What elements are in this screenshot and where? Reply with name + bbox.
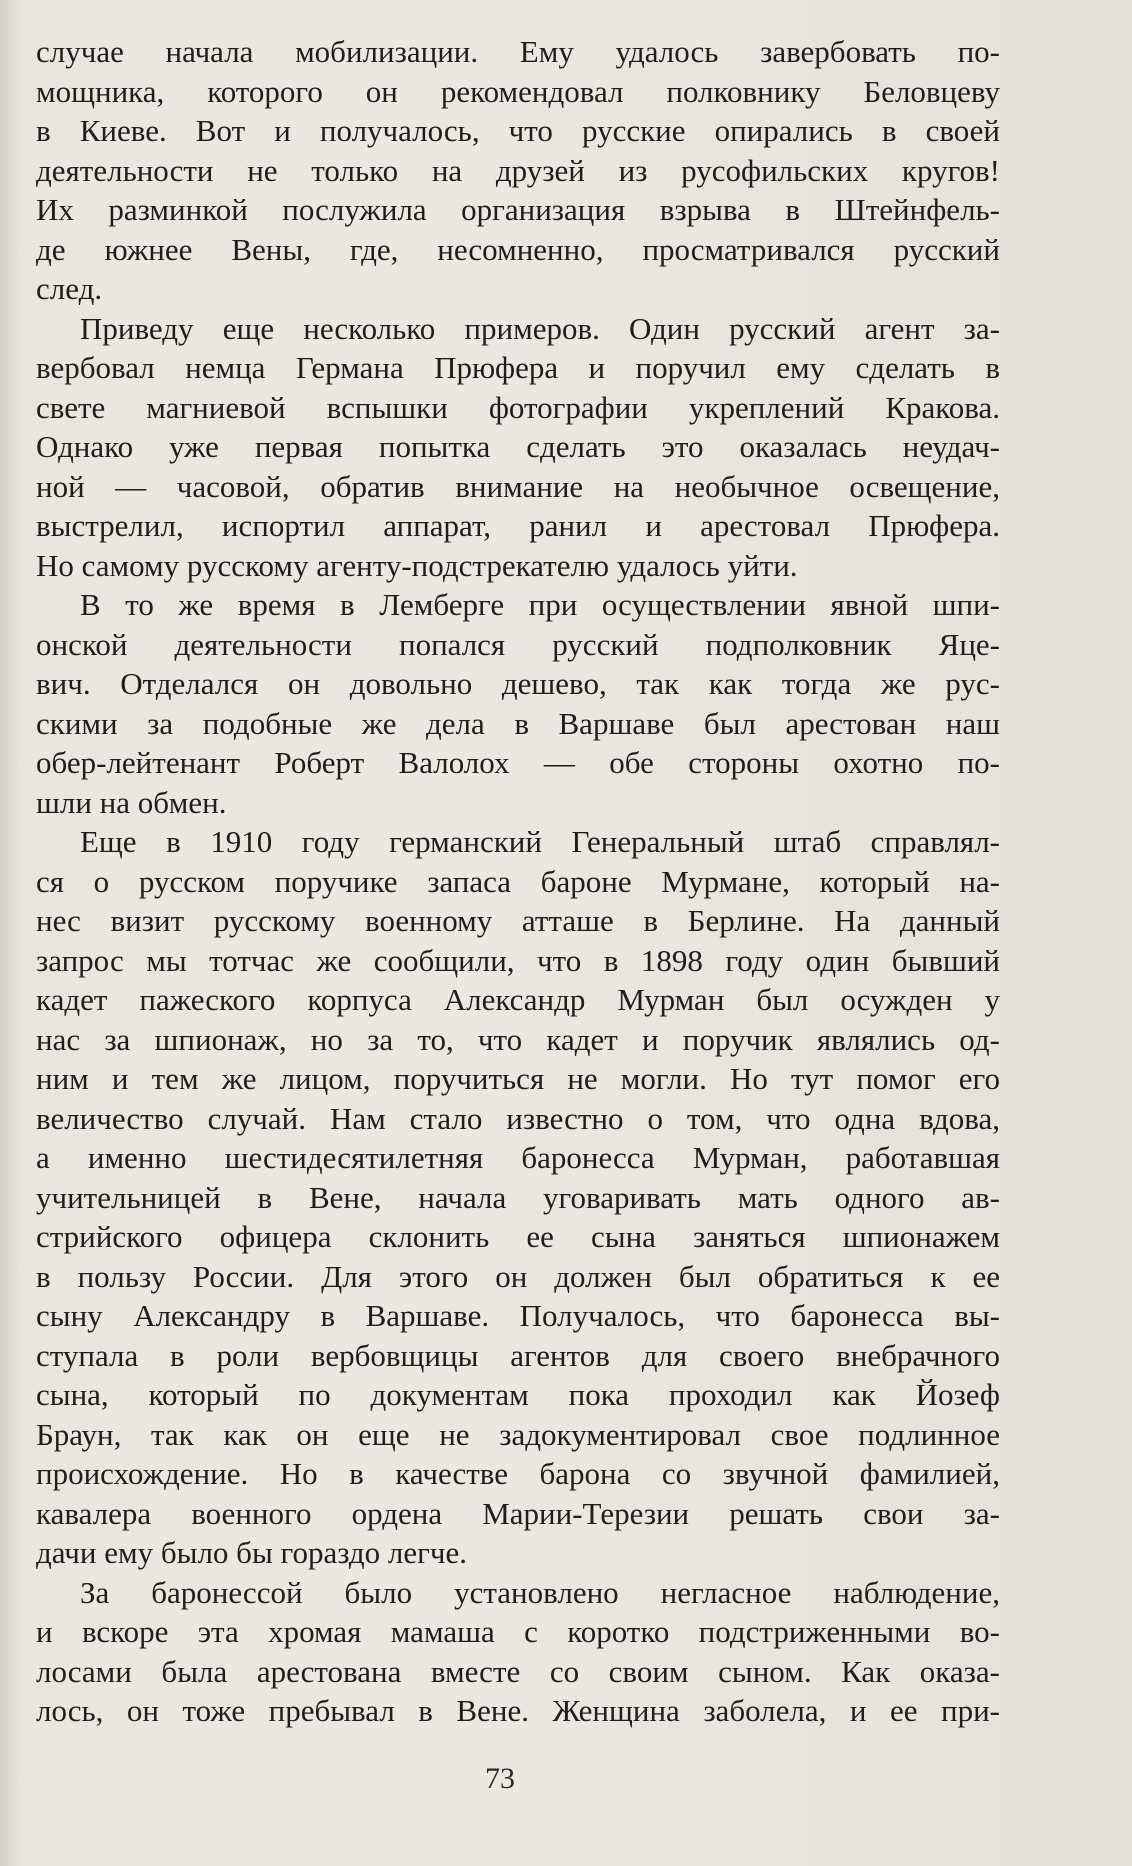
paragraph [36, 822, 1000, 1573]
text-line: де южнее Вены, где, несомненно, просматривался русский [36, 231, 1000, 267]
text-line: случае начала мобилизации. Ему удалось завербовать по- [36, 34, 1000, 69]
text-line: и вскоре эта хромая мамаша с коротко подстриженными во- [36, 1614, 1000, 1649]
text-line: величество случай. Нам стало известно о том, что одна вдова, [36, 1100, 1000, 1136]
text-line: Их разминкой послужила организация взрыва в Штейнфель- [36, 192, 1000, 227]
text-line: нас за шпионаж, но за то, что кадет и поручик являлись од- [36, 1021, 1000, 1057]
paragraph [36, 309, 1000, 586]
paragraph [36, 32, 1000, 309]
text-line: деятельности не только на друзей из русофильских кругов! [36, 152, 1000, 188]
text-line: нес визит русскому военному атташе в Берлине. На данный [36, 903, 1000, 938]
text-line: Браун, так как он еще не задокументировал свое подлинное [36, 1416, 1000, 1452]
text-line: сына, который по документам пока проходил как Йозеф [36, 1377, 1000, 1412]
text-line: шли на обмен. [36, 784, 227, 820]
text-line: мощника, которого он рекомендовал полковнику Беловцеву [36, 73, 1000, 109]
text-line: дачи ему было бы гораздо легче. [36, 1535, 467, 1570]
text-line: скими за подобные же дела в Варшаве был арестован наш [36, 705, 1000, 741]
text-line: Но самому русскому агенту-подстрекателю удалось уйти. [36, 547, 798, 583]
text-line: кадет пажеского корпуса Александр Мурман был осужден у [36, 982, 1000, 1017]
text-line: онской деятельности попался русский подполковник Яце- [36, 626, 1000, 662]
text-line: в Киеве. Вот и получалось, что русские опирались в своей [36, 113, 1000, 148]
text-line: Однако уже первая попытка сделать это оказалась неудач- [36, 429, 1000, 464]
text-line: ним и тем же лицом, поручиться не могли. Но тут помог его [36, 1061, 1000, 1096]
text-line: выстрелил, испортил аппарат, ранил и арестовал Прюфера. [36, 508, 1000, 543]
text-line: след. [36, 271, 103, 306]
text-line: ся о русском поручике запаса бароне Мурмане, который на- [36, 863, 1000, 899]
body-text [36, 32, 1000, 1731]
text-line: свете магниевой вспышки фотографии укреплений Кракова. [36, 389, 1000, 425]
text-line: Приведу еще несколько примеров. Один русский агент за- [80, 310, 1000, 346]
text-line: ной — часовой, обратив внимание на необычное освещение, [36, 468, 1000, 504]
paragraph [36, 1573, 1000, 1731]
text-line: вербовал немца Германа Прюфера и поручил ему сделать в [36, 350, 1000, 385]
text-line: стрийского офицера склонить ее сына заняться шпионажем [36, 1219, 1000, 1254]
text-line: За баронессой было установлено негласное наблюдение, [80, 1574, 1000, 1610]
text-line: а именно шестидесятилетняя баронесса Мурман, работавшая [36, 1140, 1000, 1175]
text-line: происхождение. Но в качестве барона со звучной фамилией, [36, 1456, 1000, 1491]
text-line: в пользу России. Для этого он должен был обратиться к ее [36, 1258, 1000, 1294]
text-line: лось, он тоже пребывал в Вене. Женщина заболела, и ее при- [36, 1693, 1000, 1728]
page-number: 73 [485, 1762, 515, 1795]
paragraph [36, 585, 1000, 822]
text-line: учительницей в Вене, начала уговаривать мать одного ав- [36, 1179, 1000, 1215]
text-line: лосами была арестована вместе со своим сыном. Как оказа- [36, 1653, 1000, 1689]
text-line: обер-лейтенант Роберт Валолох — обе стороны охотно по- [36, 745, 1000, 780]
text-line: ступала в роли вербовщицы агентов для своего внебрачного [36, 1337, 1000, 1373]
text-line: вич. Отделался он довольно дешево, так как тогда же рус- [36, 666, 1000, 701]
text-line: сыну Александру в Варшаве. Получалось, что баронесса вы- [36, 1298, 1000, 1333]
text-line: В то же время в Лемберге при осуществлении явной шпи- [80, 587, 1000, 622]
text-line: кавалера военного ордена Марии-Терезии решать свои за- [36, 1495, 1000, 1531]
text-line: запрос мы тотчас же сообщили, что в 1898 году один бывший [36, 942, 1000, 978]
text-line: Еще в 1910 году германский Генеральный штаб справлял- [80, 824, 1000, 859]
